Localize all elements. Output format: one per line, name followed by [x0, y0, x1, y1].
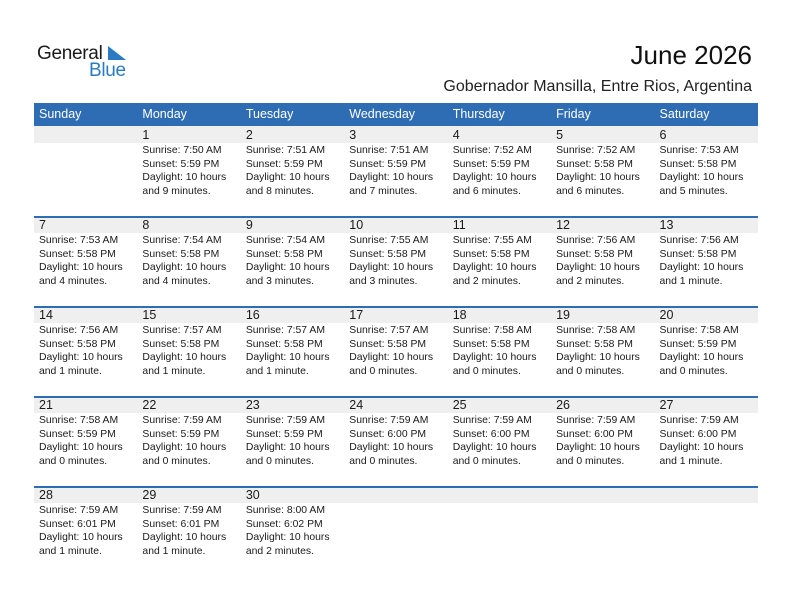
day-sunrise-text: Sunrise: 7:52 AM	[556, 145, 636, 156]
day-cell	[448, 126, 551, 198]
day-daylight-text: and 0 minutes.	[452, 365, 521, 377]
day-sunrise-text: Sunrise: 7:57 AM	[245, 325, 325, 336]
day-cell	[34, 126, 137, 198]
day-cell	[137, 216, 240, 288]
day-daylight-text: and 0 minutes.	[349, 365, 418, 377]
day-sunrise-text: Sunrise: 7:56 AM	[659, 235, 739, 246]
day-cell	[551, 126, 654, 198]
day-sunset-text: Sunset: 5:58 PM	[349, 338, 427, 350]
day-sunset-text: Sunset: 5:58 PM	[39, 248, 116, 260]
day-number: 22	[142, 398, 157, 412]
day-info	[556, 414, 654, 468]
day-number: 26	[556, 398, 571, 412]
day-daylight-text: and 2 minutes.	[556, 275, 625, 287]
day-daylight-text: and 3 minutes.	[349, 275, 418, 287]
day-daylight-text: and 4 minutes.	[142, 275, 211, 287]
weekday-header-row	[34, 103, 758, 126]
day-info	[660, 234, 758, 288]
day-info	[453, 414, 551, 468]
calendar-week-row	[34, 126, 758, 216]
day-daylight-text: Daylight: 10 hours	[349, 172, 434, 184]
day-daylight-text: and 0 minutes.	[142, 455, 211, 467]
day-daylight-text: Daylight: 10 hours	[556, 352, 640, 364]
day-sunrise-text: Sunrise: 8:00 AM	[245, 505, 325, 516]
day-cell	[551, 486, 654, 558]
day-cell	[137, 486, 240, 558]
general-blue-logo	[37, 42, 137, 82]
day-sunrise-text: Sunrise: 7:56 AM	[39, 325, 119, 336]
weekday-tuesday: Tuesday	[245, 107, 294, 121]
day-cell	[344, 216, 447, 288]
day-daylight-text: Daylight: 10 hours	[556, 262, 640, 274]
day-daylight-text: and 5 minutes.	[659, 185, 728, 197]
day-sunset-text: Sunset: 5:58 PM	[39, 338, 116, 350]
day-sunset-text: Sunset: 5:59 PM	[245, 428, 323, 440]
day-sunrise-text: Sunrise: 7:56 AM	[556, 235, 636, 246]
day-info	[142, 144, 240, 198]
day-number: 9	[245, 218, 253, 232]
day-daylight-text: Daylight: 10 hours	[245, 532, 330, 544]
day-sunset-text: Sunset: 6:01 PM	[39, 518, 116, 530]
day-info	[349, 324, 447, 378]
day-sunrise-text: Sunrise: 7:51 AM	[245, 145, 325, 156]
day-info	[39, 324, 137, 378]
day-daylight-text: Daylight: 10 hours	[245, 172, 330, 184]
day-cell	[241, 126, 344, 198]
day-cell	[241, 396, 344, 468]
day-daylight-text: and 1 minute.	[659, 455, 723, 467]
day-cell	[344, 396, 447, 468]
day-cell	[241, 486, 344, 558]
day-cell	[344, 306, 447, 378]
day-daylight-text: Daylight: 10 hours	[659, 262, 744, 274]
day-sunset-text: Sunset: 5:58 PM	[659, 248, 737, 260]
day-daylight-text: Daylight: 10 hours	[39, 262, 123, 274]
day-info	[39, 414, 137, 468]
day-sunrise-text: Sunrise: 7:59 AM	[142, 415, 222, 426]
day-daylight-text: Daylight: 10 hours	[452, 442, 537, 454]
day-sunset-text: Sunset: 6:02 PM	[245, 518, 323, 530]
day-sunrise-text: Sunrise: 7:58 AM	[39, 415, 119, 426]
day-cell	[344, 486, 447, 558]
day-sunset-text: Sunset: 6:00 PM	[349, 428, 427, 440]
day-daylight-text: Daylight: 10 hours	[142, 532, 227, 544]
day-number: 25	[452, 398, 467, 412]
day-sunrise-text: Sunrise: 7:59 AM	[245, 415, 325, 426]
day-cell	[34, 216, 137, 288]
week-cells	[34, 306, 758, 378]
day-daylight-text: and 3 minutes.	[245, 275, 315, 287]
day-daylight-text: Daylight: 10 hours	[349, 262, 434, 274]
day-sunrise-text: Sunrise: 7:59 AM	[556, 415, 636, 426]
day-sunset-text: Sunset: 5:58 PM	[556, 248, 633, 260]
day-info	[39, 234, 137, 288]
day-daylight-text: Daylight: 10 hours	[245, 442, 330, 454]
day-sunset-text: Sunset: 6:00 PM	[659, 428, 737, 440]
day-info	[39, 504, 137, 558]
day-sunset-text: Sunset: 5:59 PM	[349, 158, 427, 170]
day-number: 30	[245, 488, 260, 502]
day-daylight-text: and 1 minute.	[142, 365, 206, 377]
day-sunset-text: Sunset: 5:59 PM	[142, 158, 220, 170]
day-number: 16	[245, 308, 260, 322]
day-daylight-text: Daylight: 10 hours	[659, 352, 744, 364]
day-number: 28	[39, 488, 53, 502]
day-daylight-text: and 1 minute.	[39, 545, 102, 557]
day-number: 19	[556, 308, 571, 322]
day-info	[142, 504, 240, 558]
day-cell	[448, 486, 551, 558]
day-number: 20	[659, 308, 674, 322]
day-sunrise-text: Sunrise: 7:53 AM	[659, 145, 739, 156]
day-info	[660, 414, 758, 468]
day-daylight-text: Daylight: 10 hours	[39, 532, 123, 544]
day-daylight-text: Daylight: 10 hours	[245, 262, 330, 274]
day-cell	[551, 216, 654, 288]
day-info	[453, 324, 551, 378]
day-info	[246, 234, 344, 288]
day-sunset-text: Sunset: 6:00 PM	[556, 428, 633, 440]
day-daylight-text: and 1 minute.	[659, 275, 723, 287]
day-sunset-text: Sunset: 5:58 PM	[245, 248, 323, 260]
day-daylight-text: Daylight: 10 hours	[452, 172, 537, 184]
day-daylight-text: and 0 minutes.	[556, 455, 625, 467]
day-daylight-text: and 9 minutes.	[142, 185, 211, 197]
day-sunrise-text: Sunrise: 7:55 AM	[452, 235, 532, 246]
day-daylight-text: and 8 minutes.	[245, 185, 315, 197]
day-sunrise-text: Sunrise: 7:59 AM	[349, 415, 429, 426]
day-cell	[448, 396, 551, 468]
day-number: 21	[39, 398, 53, 412]
day-number: 7	[39, 218, 46, 232]
day-daylight-text: and 7 minutes.	[349, 185, 418, 197]
day-daylight-text: Daylight: 10 hours	[142, 262, 227, 274]
calendar-week-row	[34, 486, 758, 576]
calendar-grid	[34, 103, 758, 576]
day-sunrise-text: Sunrise: 7:52 AM	[452, 145, 532, 156]
day-cell	[34, 486, 137, 558]
day-daylight-text: and 6 minutes.	[556, 185, 625, 197]
day-cell	[137, 306, 240, 378]
day-daylight-text: Daylight: 10 hours	[556, 172, 640, 184]
day-cell	[448, 216, 551, 288]
logo-text-blue: Blue	[89, 60, 126, 81]
day-info	[142, 414, 240, 468]
day-number: 11	[452, 218, 466, 232]
day-sunrise-text: Sunrise: 7:51 AM	[349, 145, 429, 156]
calendar-week-row	[34, 396, 758, 486]
day-number: 17	[349, 308, 364, 322]
logo-text-general: General	[37, 43, 103, 64]
day-cell	[448, 306, 551, 378]
day-sunrise-text: Sunrise: 7:54 AM	[245, 235, 325, 246]
day-number: 4	[452, 128, 460, 142]
day-daylight-text: Daylight: 10 hours	[142, 172, 227, 184]
day-cell	[137, 396, 240, 468]
day-cell	[655, 396, 758, 468]
day-sunrise-text: Sunrise: 7:57 AM	[142, 325, 222, 336]
day-number: 2	[245, 128, 253, 142]
day-sunset-text: Sunset: 5:58 PM	[556, 338, 633, 350]
day-daylight-text: and 2 minutes.	[245, 545, 315, 557]
day-daylight-text: and 0 minutes.	[659, 365, 728, 377]
day-sunset-text: Sunset: 5:59 PM	[659, 338, 737, 350]
day-cell	[655, 216, 758, 288]
day-cell	[241, 306, 344, 378]
day-sunrise-text: Sunrise: 7:59 AM	[39, 505, 119, 516]
day-number: 14	[39, 308, 53, 322]
week-cells	[34, 216, 758, 288]
day-info	[349, 414, 447, 468]
day-info	[246, 324, 344, 378]
week-cells	[34, 486, 758, 558]
day-info	[246, 414, 344, 468]
day-daylight-text: Daylight: 10 hours	[659, 172, 744, 184]
day-info	[246, 504, 344, 558]
day-daylight-text: and 6 minutes.	[452, 185, 521, 197]
day-number: 10	[349, 218, 364, 232]
day-daylight-text: Daylight: 10 hours	[142, 352, 227, 364]
day-cell	[34, 396, 137, 468]
day-daylight-text: and 2 minutes.	[452, 275, 521, 287]
day-sunrise-text: Sunrise: 7:59 AM	[659, 415, 739, 426]
calendar-week-row	[34, 216, 758, 306]
day-daylight-text: Daylight: 10 hours	[452, 262, 537, 274]
day-number: 6	[659, 128, 667, 142]
page-title: June 2026	[630, 40, 752, 70]
day-cell	[344, 126, 447, 198]
day-sunrise-text: Sunrise: 7:53 AM	[39, 235, 119, 246]
day-sunset-text: Sunset: 6:01 PM	[142, 518, 220, 530]
day-number: 3	[349, 128, 357, 142]
day-number: 1	[142, 128, 150, 142]
day-info	[246, 144, 344, 198]
day-daylight-text: and 0 minutes.	[39, 455, 108, 467]
day-sunrise-text: Sunrise: 7:59 AM	[452, 415, 532, 426]
day-number: 23	[245, 398, 260, 412]
day-daylight-text: and 0 minutes.	[556, 365, 625, 377]
weeks-container	[34, 126, 758, 576]
day-sunrise-text: Sunrise: 7:54 AM	[142, 235, 222, 246]
day-daylight-text: and 1 minute.	[142, 545, 206, 557]
logo-triangle-icon	[108, 46, 126, 60]
day-info	[453, 144, 551, 198]
day-daylight-text: Daylight: 10 hours	[556, 442, 640, 454]
day-sunset-text: Sunset: 5:58 PM	[659, 158, 737, 170]
day-info	[660, 144, 758, 198]
day-sunrise-text: Sunrise: 7:58 AM	[556, 325, 636, 336]
day-daylight-text: Daylight: 10 hours	[142, 442, 227, 454]
day-number: 13	[659, 218, 674, 232]
day-daylight-text: and 1 minute.	[245, 365, 309, 377]
day-sunrise-text: Sunrise: 7:57 AM	[349, 325, 429, 336]
day-info	[349, 234, 447, 288]
day-number: 15	[142, 308, 157, 322]
day-daylight-text: Daylight: 10 hours	[39, 442, 123, 454]
day-daylight-text: Daylight: 10 hours	[349, 442, 434, 454]
day-sunrise-text: Sunrise: 7:55 AM	[349, 235, 429, 246]
day-info	[556, 144, 654, 198]
week-cells	[34, 396, 758, 468]
day-sunset-text: Sunset: 5:59 PM	[39, 428, 116, 440]
day-sunset-text: Sunset: 5:59 PM	[245, 158, 323, 170]
day-info	[453, 234, 551, 288]
calendar-week-row	[34, 306, 758, 396]
day-daylight-text: Daylight: 10 hours	[452, 352, 537, 364]
day-daylight-text: Daylight: 10 hours	[349, 352, 434, 364]
day-cell	[34, 306, 137, 378]
day-cell	[655, 306, 758, 378]
day-info	[142, 324, 240, 378]
day-daylight-text: Daylight: 10 hours	[245, 352, 330, 364]
day-daylight-text: Daylight: 10 hours	[39, 352, 123, 364]
location-subtitle: Gobernador Mansilla, Entre Rios, Argentina	[443, 78, 752, 95]
day-daylight-text: and 1 minute.	[39, 365, 102, 377]
day-cell	[241, 216, 344, 288]
weekday-sunday: Sunday	[39, 107, 82, 121]
day-sunset-text: Sunset: 5:58 PM	[452, 338, 530, 350]
day-number: 24	[349, 398, 364, 412]
day-cell	[137, 126, 240, 198]
day-number: 12	[556, 218, 571, 232]
day-daylight-text: Daylight: 10 hours	[659, 442, 744, 454]
day-sunrise-text: Sunrise: 7:59 AM	[142, 505, 222, 516]
weekday-wednesday: Wednesday	[349, 107, 416, 121]
day-info	[349, 144, 447, 198]
day-info	[556, 234, 654, 288]
day-daylight-text: and 0 minutes.	[349, 455, 418, 467]
day-number: 18	[452, 308, 467, 322]
day-sunset-text: Sunset: 5:59 PM	[452, 158, 530, 170]
day-sunrise-text: Sunrise: 7:58 AM	[452, 325, 532, 336]
day-sunset-text: Sunset: 5:58 PM	[245, 338, 323, 350]
day-sunset-text: Sunset: 5:59 PM	[142, 428, 220, 440]
day-cell	[551, 396, 654, 468]
day-info	[142, 234, 240, 288]
day-cell	[655, 126, 758, 198]
weekday-friday: Friday	[556, 107, 591, 121]
day-sunset-text: Sunset: 5:58 PM	[452, 248, 530, 260]
day-daylight-text: and 0 minutes.	[245, 455, 315, 467]
day-sunset-text: Sunset: 5:58 PM	[556, 158, 633, 170]
day-cell	[655, 486, 758, 558]
day-daylight-text: and 0 minutes.	[452, 455, 521, 467]
day-number: 29	[142, 488, 157, 502]
day-number: 8	[142, 218, 150, 232]
weekday-thursday: Thursday	[452, 107, 505, 121]
weekday-monday: Monday	[142, 107, 187, 121]
day-sunset-text: Sunset: 5:58 PM	[349, 248, 427, 260]
day-sunset-text: Sunset: 5:58 PM	[142, 338, 220, 350]
day-cell	[551, 306, 654, 378]
day-sunrise-text: Sunrise: 7:50 AM	[142, 145, 222, 156]
day-info	[556, 324, 654, 378]
day-number: 27	[659, 398, 674, 412]
day-sunset-text: Sunset: 5:58 PM	[142, 248, 220, 260]
day-number: 5	[556, 128, 564, 142]
week-cells	[34, 126, 758, 198]
day-info	[660, 324, 758, 378]
day-daylight-text: and 4 minutes.	[39, 275, 108, 287]
day-sunrise-text: Sunrise: 7:58 AM	[659, 325, 739, 336]
day-sunset-text: Sunset: 6:00 PM	[452, 428, 530, 440]
weekday-saturday: Saturday	[659, 107, 710, 121]
